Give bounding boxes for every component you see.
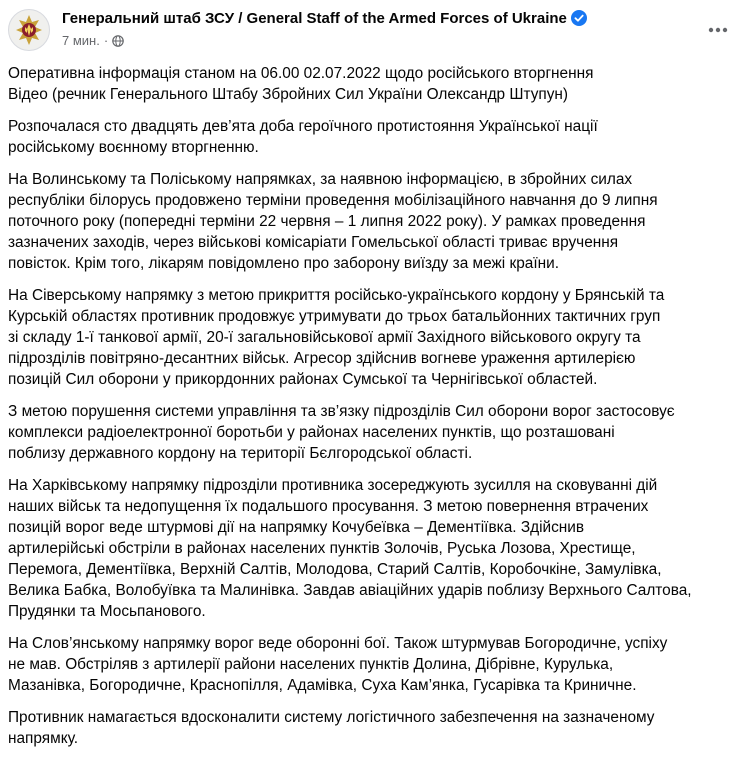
post-text-line: На Слов’янському напрямку ворог веде оборонні бої. Також штурмував Богородичне, успіху [8,635,668,652]
post-meta [62,32,124,49]
post-paragraph [8,285,741,390]
post-text-line: На Волинському та Поліському напрямках, за наявною інформацією, в збройних силах [8,171,633,188]
post-text-line: підрозділів повітряно-десантних військ. Агресор здійснив вогневе ураження артилерією [8,350,636,367]
post-paragraph [8,475,741,622]
post-text-line: Оперативна інформація станом на 06.00 02.07.2022 щодо російського вторгнення [8,65,594,82]
more-options-icon [708,27,728,33]
post-text-line: зазначених заходів, через військові комісаріати Гомельської області триває вручення [8,234,619,251]
post-text-line: артилерійські обстріли в районах населених пунктів Золочів, Руська Лозова, Хрестище, [8,540,636,557]
post-text-line: російському воєнному вторгненню. [8,139,259,156]
post-text-line: поблизу державного кордону на території Бєлгородської області. [8,445,473,462]
post-text-line: Велика Бабка, Волобуївка та Малинівка. Завдав авіаційних ударів поблизу Верхнього Салтова, [8,582,692,599]
post-text-line: Противник намагається вдосконалити систему логістичного забезпечення на зазначеному [8,709,655,726]
post-timestamp[interactable]: 7 мин. [62,33,100,48]
post-text-line: наших військ та недопущення їх подальшого просування. З метою повернення втрачених [8,498,649,515]
post-text-line: Відео (речник Генерального Штабу Збройних Сил України Олександр Штупун) [8,86,569,103]
page-name-line [62,9,587,29]
post-text-line: позицій ворог веде штурмові дії на напрямку Кочубеївка – Дементіївка. Здійснив [8,519,585,536]
post-text-line: зі складу 1-ї танкової армії, 20-ї загальновійськової армії Західного військового округу та [8,329,641,346]
post-text-line: не мав. Обстріляв з артилерії райони населених пунктів Долина, Дібрівне, Курулька, [8,656,614,673]
post-text-line: позицій Сил оборони у прикордонних районах Сумської та Чернігівської областей. [8,371,598,388]
post-paragraph [8,116,741,158]
verified-badge-icon [571,10,587,26]
post-text-line: Курській областях противник продовжує утримувати до трьох батальйонних тактичних груп [8,308,661,325]
post-text-line: На Харківському напрямку підрозділи противника зосереджують зусилля на сковуванні дій [8,477,658,494]
post-text-line: З метою порушення системи управління та зв’язку підрозділів Сил оборони ворог застосовує [8,403,675,420]
post-paragraph [8,633,741,696]
post-text-line: повісток. Крім того, лікарям повідомлено про заборону виїзду за межі країни. [8,255,560,272]
post-text-line: республіки білорусь продовжено терміни проведення мобілізаційного навчання до 9 липня [8,192,658,209]
emblem-logo-icon [9,10,49,50]
more-options-button[interactable] [702,14,734,46]
globe-icon[interactable] [112,35,124,47]
post-header [0,0,745,62]
post-paragraph [8,401,741,464]
meta-separator: · [103,33,109,48]
post-body [8,63,741,760]
post-text-line: На Сіверському напрямку з метою прикриття російсько-українського кордону у Брянській та [8,287,665,304]
post-text-line: Розпочалася сто двадцять дев’ята доба героїчного протистояння Української нації [8,118,598,135]
post-text-line: Перемога, Дементіївка, Верхній Салтів, Молодова, Старий Салтів, Коробочкіне, Замулівка, [8,561,662,578]
page-name-link[interactable]: Генеральний штаб ЗСУ / General Staff of the Armed Forces of Ukraine [62,10,567,27]
post-text-line: Мазанівка, Богородичне, Краснопілля, Адамівка, Суха Кам’янка, Гусарівка та Криничне. [8,677,637,694]
page-avatar[interactable] [8,9,50,51]
post-paragraph [8,63,741,105]
post-paragraph [8,169,741,274]
post-text-line: напрямку. [8,730,79,747]
post-text-line: поточного року (попередні терміни 22 червня – 1 липня 2022 року). У рамках проведення [8,213,646,230]
post-text-line: комплекси радіоелектронної боротьби у районах населених пунктів, що розташовані [8,424,615,441]
post-text-line: Прудянки та Мосьпанового. [8,603,206,620]
post-paragraph [8,707,741,749]
